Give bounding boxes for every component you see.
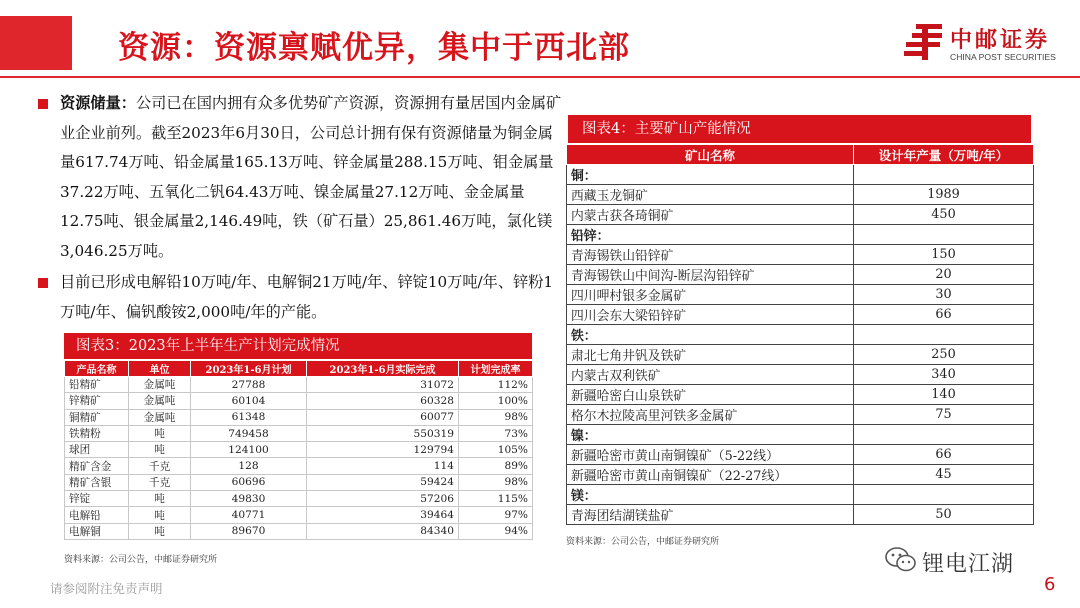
table-cell: 金属吨: [129, 393, 191, 409]
mine-name-cell: 四川呷村银多金属矿: [567, 285, 854, 305]
mine-name-cell: 四川会东大梁铅锌矿: [567, 305, 854, 325]
table-row: [65, 523, 533, 539]
category-row: [567, 325, 1034, 345]
table-row: [567, 305, 1034, 325]
capacity-cell: 450: [854, 205, 1034, 225]
table-cell: 61348: [191, 409, 307, 425]
capacity-cell: [854, 425, 1034, 445]
paragraph-body: 目前已形成电解铅10万吨/年、电解铜21万吨/年、锌锭10万吨/年、锌粉1万吨/年、偏钒酸铵2,000吨/年的产能。: [60, 273, 554, 321]
capacity-cell: 75: [854, 405, 1034, 425]
capacity-cell: [854, 485, 1034, 505]
table-cell: 40771: [191, 507, 307, 523]
table-cell: 铁精粉: [65, 425, 129, 441]
table-row: [567, 285, 1034, 305]
table-cell: 39464: [307, 507, 459, 523]
paragraph-resource-reserves: [38, 89, 568, 266]
table-row: [567, 265, 1034, 285]
table-row: [65, 442, 533, 458]
table-cell: 98%: [459, 474, 533, 490]
table-cell: 60696: [191, 474, 307, 490]
table-cell: 千克: [129, 458, 191, 474]
table3-source: 资料来源：公司公告，中邮证券研究所: [64, 555, 218, 565]
mine-name-cell: 镍：: [567, 425, 854, 445]
table-cell: 59424: [307, 474, 459, 490]
table-cell: 94%: [459, 523, 533, 539]
table-body: [567, 165, 1034, 525]
capacity-cell: 140: [854, 385, 1034, 405]
table-cell: 吨: [129, 507, 191, 523]
table-cell: 60328: [307, 393, 459, 409]
column-header: 产品名称: [65, 361, 129, 377]
capacity-cell: 45: [854, 465, 1034, 485]
table-row: [567, 345, 1034, 365]
capacity-cell: 150: [854, 245, 1034, 265]
table-cell: 锌精矿: [65, 393, 129, 409]
table-cell: 精矿含银: [65, 474, 129, 490]
bullet-marker: [38, 278, 48, 288]
disclaimer-note: 请参阅附注免责声明: [50, 581, 163, 596]
table-cell: 128: [191, 458, 307, 474]
china-post-emblem-icon: [902, 22, 946, 62]
table-cell: 锌锭: [65, 491, 129, 507]
table-cell: 60104: [191, 393, 307, 409]
table-row: [567, 405, 1034, 425]
table-cell: 84340: [307, 523, 459, 539]
mine-name-cell: 新疆哈密白山泉铁矿: [567, 385, 854, 405]
mine-name-cell: 格尔木拉陵高里河铁多金属矿: [567, 405, 854, 425]
table-row: [567, 385, 1034, 405]
capacity-cell: 1989: [854, 185, 1034, 205]
company-logo: [902, 22, 1072, 70]
table-row: [567, 465, 1034, 485]
table-row: [65, 377, 533, 393]
mine-name-cell: 青海锡铁山中间沟-断层沟铅锌矿: [567, 265, 854, 285]
table-cell: 89%: [459, 458, 533, 474]
table-row: [65, 458, 533, 474]
table-row: [65, 409, 533, 425]
column-header: 2023年1-6月实际完成: [307, 361, 459, 377]
table-cell: 98%: [459, 409, 533, 425]
paragraph-text: [38, 89, 568, 266]
table-cell: 吨: [129, 425, 191, 441]
table-cell: 27788: [191, 377, 307, 393]
table-cell: 105%: [459, 442, 533, 458]
table-cell: 电解铅: [65, 507, 129, 523]
capacity-cell: 250: [854, 345, 1034, 365]
watermark-text: 锂电江湖: [922, 552, 1015, 577]
column-header: 计划完成率: [459, 361, 533, 377]
capacity-cell: 20: [854, 265, 1034, 285]
table-row: [567, 505, 1034, 525]
table-cell: 金属吨: [129, 377, 191, 393]
header-accent-bar: [0, 16, 72, 70]
category-row: [567, 485, 1034, 505]
mine-name-cell: 新疆哈密市黄山南铜镍矿（5-22线）: [567, 445, 854, 465]
table-cell: 铅精矿: [65, 377, 129, 393]
capacity-cell: 340: [854, 365, 1034, 385]
table-row: [65, 393, 533, 409]
mine-name-cell: 内蒙古双利铁矿: [567, 365, 854, 385]
table4-source: 资料来源：公司公告，中邮证券研究所: [566, 537, 720, 547]
column-header: 2023年1-6月计划: [191, 361, 307, 377]
mine-name-cell: 铜：: [567, 165, 854, 185]
capacity-cell: 66: [854, 445, 1034, 465]
mine-name-cell: 镁：: [567, 485, 854, 505]
table-header-row: [567, 145, 1034, 165]
table-cell: 112%: [459, 377, 533, 393]
table-header-row: [65, 361, 533, 377]
paragraph-capacity: [38, 268, 568, 327]
mine-capacity-table: [566, 144, 1034, 525]
page-title: 资源：资源禀赋优异，集中于西北部: [118, 30, 630, 66]
table-cell: 57206: [307, 491, 459, 507]
table-cell: 60077: [307, 409, 459, 425]
table-body: [65, 377, 533, 540]
column-header: 设计年产量（万吨/年）: [854, 145, 1034, 165]
table-row: [65, 507, 533, 523]
table-cell: 550319: [307, 425, 459, 441]
table-cell: 金属吨: [129, 409, 191, 425]
paragraph-body: 公司已在国内拥有众多优势矿产资源，资源拥有量居国内金属矿业企业前列。截至2023年6月30日，公司总计拥有保有资源储量为铜金属量617.74万吨、铅金属量165.13万吨、锌金属量288.15万吨、钼金属量37.22万吨、五氧化二钒64.43万吨、镍金属量27.12万吨、金金属量12.75吨、银金属量2,146.49吨，铁（矿石量）25,861.46万吨，氯化镁3,046.25万吨。: [60, 94, 562, 260]
column-header: 矿山名称: [567, 145, 854, 165]
table-cell: 115%: [459, 491, 533, 507]
mine-name-cell: 铅锌：: [567, 225, 854, 245]
table-cell: 73%: [459, 425, 533, 441]
mine-name-cell: 青海锡铁山铅锌矿: [567, 245, 854, 265]
table-cell: 749458: [191, 425, 307, 441]
table-cell: 114: [307, 458, 459, 474]
category-row: [567, 165, 1034, 185]
table-row: [567, 205, 1034, 225]
column-header: 单位: [129, 361, 191, 377]
table-cell: 97%: [459, 507, 533, 523]
table-cell: 吨: [129, 491, 191, 507]
table-row: [65, 425, 533, 441]
table-cell: 124100: [191, 442, 307, 458]
logo-chinese-text: 中邮证券: [950, 28, 1051, 53]
table-row: [65, 491, 533, 507]
page-number: 6: [1044, 574, 1056, 595]
table-row: [65, 474, 533, 490]
table-cell: 100%: [459, 393, 533, 409]
table-cell: 吨: [129, 442, 191, 458]
mine-name-cell: 新疆哈密市黄山南铜镍矿（22-27线）: [567, 465, 854, 485]
capacity-cell: 30: [854, 285, 1034, 305]
table-row: [567, 185, 1034, 205]
table-row: [567, 445, 1034, 465]
table-cell: 49830: [191, 491, 307, 507]
capacity-cell: 66: [854, 305, 1034, 325]
bullet-marker: [38, 99, 48, 109]
table-cell: 千克: [129, 474, 191, 490]
table-row: [567, 365, 1034, 385]
table-cell: 电解铜: [65, 523, 129, 539]
table-cell: 铜精矿: [65, 409, 129, 425]
mine-name-cell: 青海团结湖镁盐矿: [567, 505, 854, 525]
table-cell: 129794: [307, 442, 459, 458]
mine-name-cell: 肃北七角井钒及铁矿: [567, 345, 854, 365]
mine-name-cell: 西藏玉龙铜矿: [567, 185, 854, 205]
table-cell: 吨: [129, 523, 191, 539]
category-row: [567, 225, 1034, 245]
logo-english-text: CHINA POST SECURITIES: [950, 52, 1056, 62]
mine-name-cell: 铁：: [567, 325, 854, 345]
mine-name-cell: 内蒙古获各琦铜矿: [567, 205, 854, 225]
table-cell: 31072: [307, 377, 459, 393]
header-divider: [0, 76, 1080, 78]
wechat-icon: [884, 545, 918, 575]
table4-title: 图表4：主要矿山产能情况: [568, 115, 1031, 143]
capacity-cell: [854, 325, 1034, 345]
paragraph-label: 资源储量：: [60, 94, 136, 112]
table-cell: 精矿含金: [65, 458, 129, 474]
table3-title: 图表3：2023年上半年生产计划完成情况: [64, 333, 532, 359]
category-row: [567, 425, 1034, 445]
watermark: [884, 545, 1034, 577]
capacity-cell: 50: [854, 505, 1034, 525]
table-row: [567, 245, 1034, 265]
production-plan-table: [64, 360, 533, 540]
table-cell: 89670: [191, 523, 307, 539]
table-cell: 球团: [65, 442, 129, 458]
capacity-cell: [854, 225, 1034, 245]
capacity-cell: [854, 165, 1034, 185]
